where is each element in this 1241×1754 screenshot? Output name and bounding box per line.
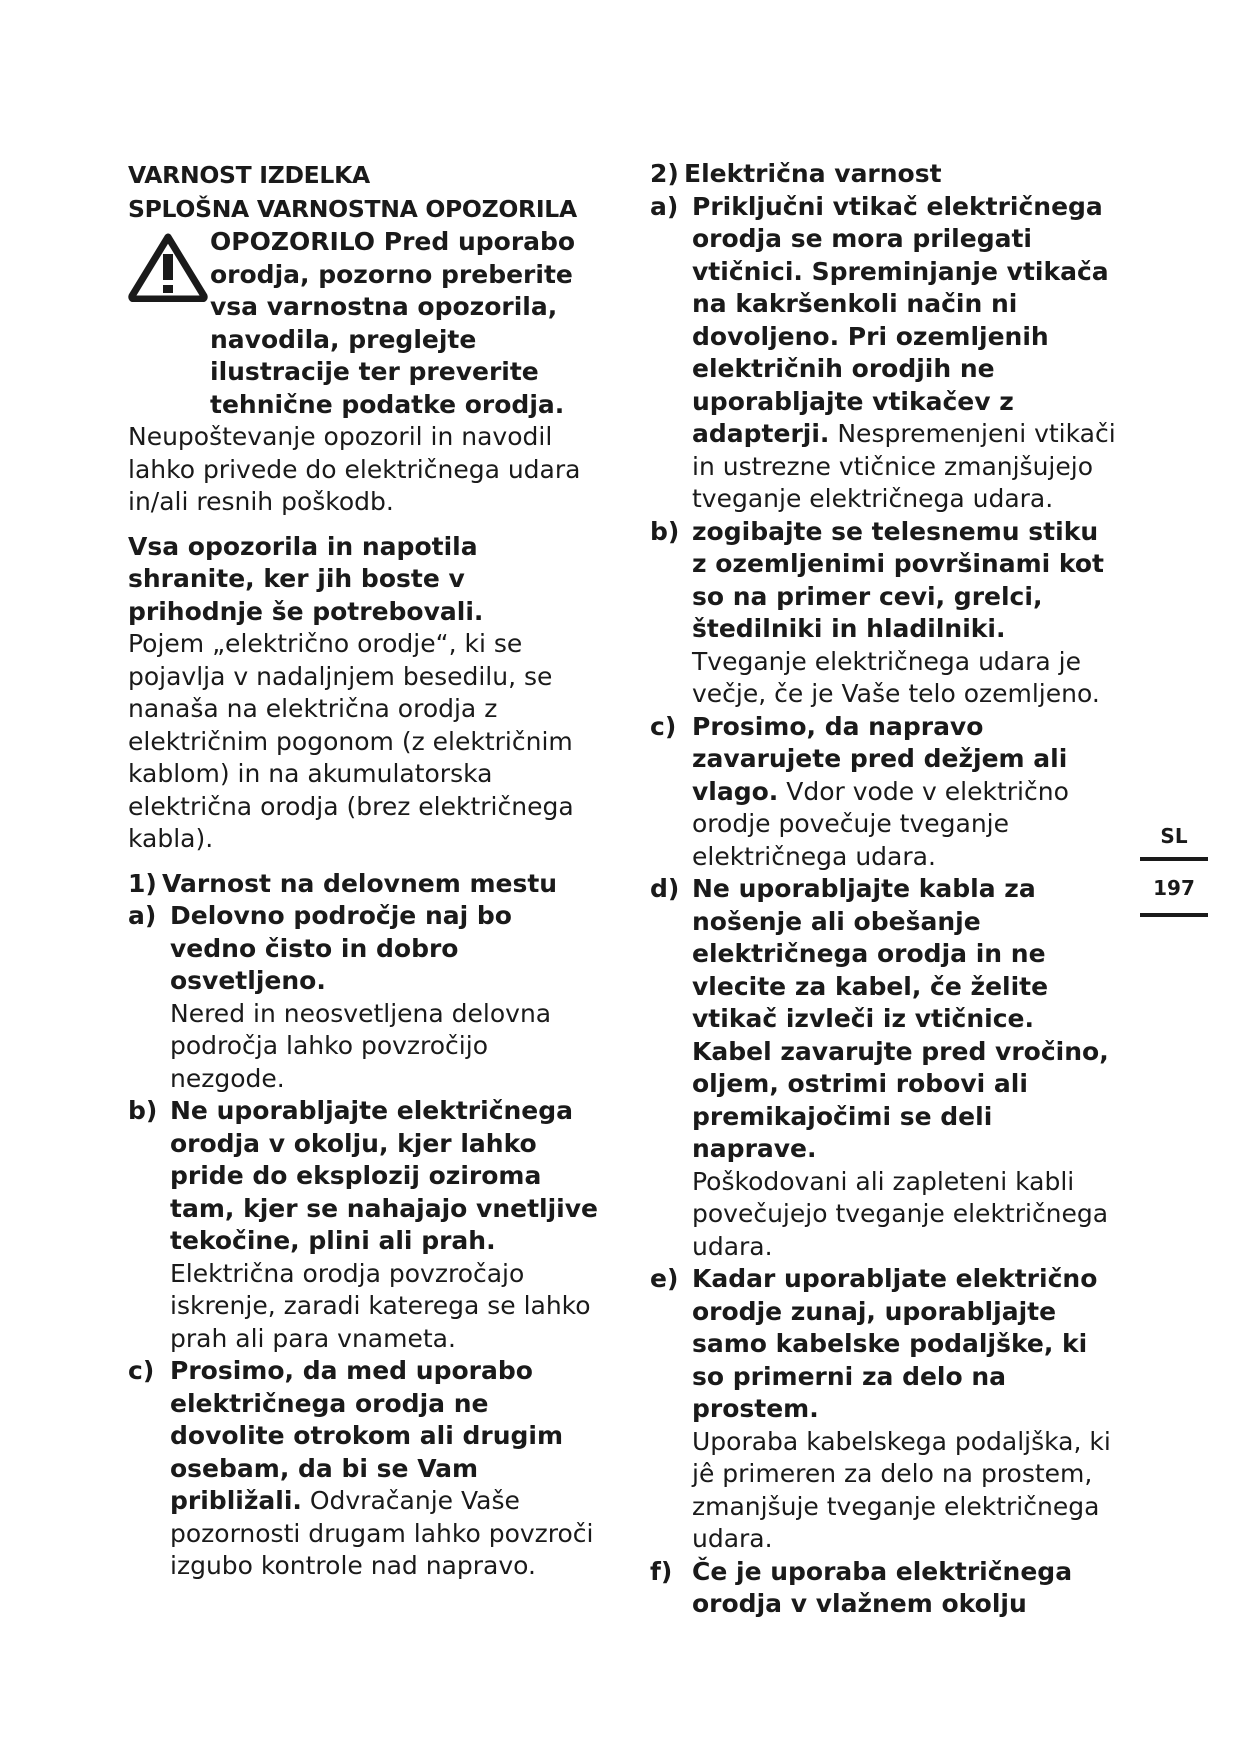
list-item: c) Prosimo, da med uporabo električnega orodja ne dovolite otrokom ali drugim osebam, da bi se Vam približali. Odvračanje Vaše pozornosti drugam lahko povzroči izgubo kontrole nad napravo. <box>128 1356 594 1580</box>
list-item: c) Prosimo, da napravo zavarujete pred dežjem ali vlago. Vdor vode v električno orodje povečuje tveganje električnega udara. <box>650 711 1069 871</box>
warning-text: Neupoštevanje opozoril in navodil lahko privede do električnega udara in/ali resnih poškodb. <box>128 422 581 516</box>
list-item: a) Priključni vtikač električnega orodja se mora prilegati vtičnici. Spreminjanje vtikača na kakršenkoli način ni dovoljeno. Pri ozemljenih električnih orodjih ne uporabljajte vtikačev z adapterji. Nespremenjeni vtikači in ustrezne vtičnice zmanjšujejo tveganje električnega udara. <box>650 191 1116 513</box>
warning-triangle-icon <box>128 232 208 302</box>
section-2-title: 2) Električna varnost <box>650 159 942 188</box>
right-column <box>650 158 1120 1621</box>
page-side-tab <box>1140 823 1208 917</box>
list-item: f) Če je uporaba električnega orodja v vlažnem okolju <box>650 1556 1073 1618</box>
left-column <box>128 158 598 1583</box>
page-number: 197 <box>1140 861 1208 917</box>
list-item: b) zogibajte se telesnemu stiku z ozemljenimi površinami kot so na primer cevi, grelci, štedilniki in hladilniki. Tveganje električnega udara je večje, če je Vaše telo ozemljeno. <box>650 516 1104 708</box>
term-definition: Pojem „električno orodje“, ki se pojavlja v nadaljnjem besedilu, se nanaša na električna orodja z električnim pogonom (z električnim kablom) in na akumulatorska električna orodja (brez električnega kabla). <box>128 629 574 853</box>
save-instructions: Vsa opozorila in napotila shranite, ker jih boste v prihodnje še potrebovali. <box>128 531 484 626</box>
list-item: d) Ne uporabljajte kabla za nošenje ali obešanje električnega orodja in ne vlecite za kabel, če želite vtikač izvleči iz vtičnice. Kabel zavarujte pred vročino, oljem, ostrimi robovi ali premikajočimi se deli naprave. Poškodovani ali zapleteni kabli povečujejo tveganje električnega udara. <box>650 874 1109 1261</box>
list-item: a) Delovno področje naj bo vedno čisto in dobro osvetljeno. Nered in neosvetljena delovna področja lahko povzročijo nezgode. <box>128 901 552 1093</box>
section-1-title: 1) Varnost na delovnem mestu <box>128 868 558 898</box>
warning-bold-text: OPOZORILO Pred uporabo orodja, pozorno preberite vsa varnostna opozorila, navodila, preglejte ilustracije ter preverite tehnične podatke orodja. <box>210 227 576 419</box>
section-heading: VARNOST IZDELKA <box>128 161 370 189</box>
warning-block <box>128 226 598 421</box>
section-subheading: SPLOŠNA VARNOSTNA OPOZORILA <box>128 195 577 223</box>
list-item: e) Kadar uporabljate električno orodje zunaj, uporabljajte samo kabelske podaljške, ki so primerni za delo na prostem. Uporaba kabelskega podaljška, ki jê primeren za delo na prostem, zmanjšuje tveganje električnega udara. <box>650 1264 1111 1553</box>
list-item: b) Ne uporabljajte električnega orodja v okolju, kjer lahko pride do eksplozij oziroma tam, kjer se nahajajo vnetljive tekočine, plini ali prah. Električna orodja povzročajo iskrenje, zaradi katerega se lahko prah ali para vnameta. <box>128 1096 598 1353</box>
language-code: SL <box>1140 823 1208 861</box>
